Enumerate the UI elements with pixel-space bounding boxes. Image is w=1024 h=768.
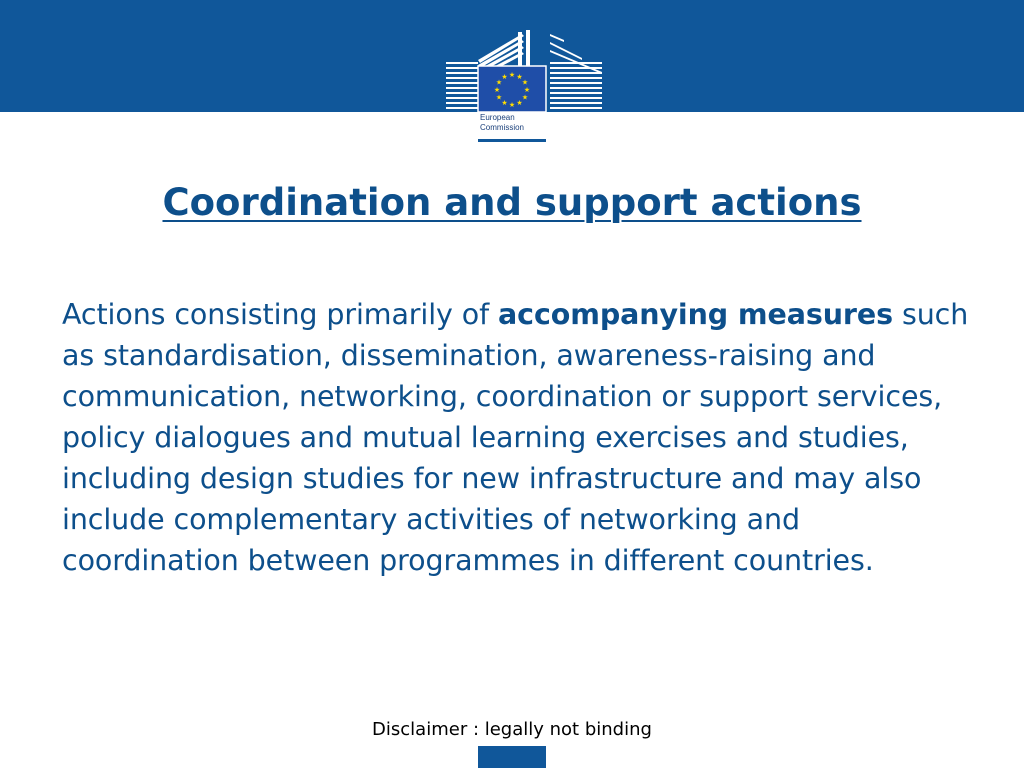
svg-text:★: ★ [516, 99, 523, 107]
slide-body [62, 294, 972, 581]
logo-line-commission: Commission [480, 123, 525, 132]
svg-text:★: ★ [521, 93, 529, 102]
svg-text:★: ★ [508, 71, 516, 79]
svg-text:★: ★ [501, 73, 508, 81]
disclaimer: Disclaimer : legally not binding [372, 719, 652, 740]
svg-text:★: ★ [495, 78, 503, 87]
svg-text:★: ★ [501, 99, 508, 107]
logo-underline [478, 139, 546, 142]
body-intro: Actions consisting primarily of [62, 298, 499, 331]
body-emphasis: accompanying measures [498, 298, 893, 331]
svg-text:★: ★ [523, 86, 531, 94]
logo-wordmark [480, 113, 524, 133]
svg-text:★: ★ [495, 93, 503, 102]
slide-title: Coordination and support actions [162, 181, 862, 224]
svg-text:★: ★ [493, 86, 501, 94]
svg-text:★: ★ [508, 101, 516, 109]
svg-text:★: ★ [521, 78, 529, 87]
european-commission-logo [442, 28, 606, 144]
commission-building-icon [442, 28, 606, 112]
body-rest: such as standardisation, dissemination, awareness-raising and communication, networking, coordination or support services, policy dialogues and mutual learning exercises and studies, including design studies for new infrastructure and may also include complementary activities of networking and coordination between programmes in different countries. [62, 298, 969, 577]
svg-text:★: ★ [516, 73, 523, 81]
logo-line-european: European [480, 113, 515, 122]
footer-tab [478, 746, 546, 768]
